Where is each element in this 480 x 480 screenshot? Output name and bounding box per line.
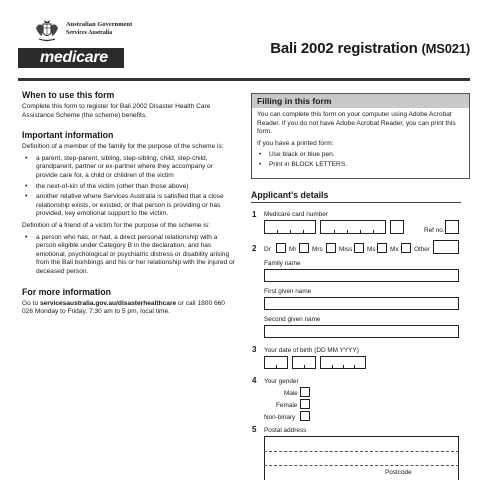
title-mx-checkbox[interactable] — [401, 243, 411, 253]
info-column — [22, 90, 236, 320]
dob-day-field[interactable] — [264, 356, 288, 369]
info-heading: Important information — [22, 130, 114, 141]
section-divider — [251, 202, 461, 203]
more-info-text: Go to servicesaustralia.gov.au/disasterhealthcare or call 1800 660 026 Monday to Friday, 7:30 am to 5 pm, local time. — [22, 299, 225, 316]
form-code: (MS021) — [421, 41, 470, 56]
title-mr-checkbox[interactable] — [299, 243, 309, 253]
filling-heading: Filling in this form — [252, 94, 469, 108]
postcode-label: Postcode — [385, 469, 412, 476]
applicant-heading: Applicant's details — [251, 190, 329, 200]
family-name-field[interactable] — [264, 269, 459, 282]
list-item: • a person who has, or had, a direct personal relationship with a person eligible under Category B in the declaration, and has emotional, psychological or psychiatric distress or disability arising from the Bali bombings and his or her relationship with the injured or deceased person. — [22, 234, 236, 277]
title-mrs-checkbox[interactable] — [326, 243, 336, 253]
coat-of-arms-icon — [34, 18, 60, 44]
list-item: • the next-of-kin of the victim (other than those above) — [22, 183, 236, 192]
medicare-number-field-1[interactable] — [264, 220, 316, 234]
filling-text: You can complete this form on your computer using Adobe Acrobat Reader. If you do not have Adobe Acrobat Reader, you can print this form. — [257, 111, 456, 136]
gender-label: Your gender — [264, 378, 299, 385]
second-name-label: Second given name — [264, 316, 321, 323]
title-dr-label: Dr — [264, 246, 271, 253]
form-title: Bali 2002 registration — [270, 40, 418, 57]
address-line-divider — [264, 451, 459, 452]
gender-male-checkbox[interactable] — [300, 387, 310, 397]
title-miss-checkbox[interactable] — [354, 243, 364, 253]
website-link[interactable]: servicesaustralia.gov.au/disasterhealthcare — [39, 299, 177, 307]
gender-female-label: Female — [276, 402, 298, 409]
address-line-divider — [264, 465, 459, 466]
list-item: • another relative where Services Australia is satisfied that a close relationship exists, or existed, or that person is providing or has provided, key emotional support to the victim. — [22, 193, 236, 219]
question-number: 1 — [252, 210, 257, 219]
printed-intro: If you have a printed form: — [257, 139, 334, 147]
title-miss-label: Miss — [339, 246, 353, 253]
title-ms-checkbox[interactable] — [377, 243, 387, 253]
second-name-field[interactable] — [264, 325, 459, 338]
title-mx-label: Mx — [390, 246, 399, 253]
gender-nonbinary-label: Non-binary — [264, 414, 296, 421]
title-mr-label: Mr — [289, 246, 297, 253]
medicare-number-field-3[interactable] — [390, 220, 404, 234]
government-name: Australian Government — [66, 21, 133, 28]
when-heading: When to use this form — [22, 90, 115, 100]
more-info-heading: For more information — [22, 286, 111, 297]
title-other-label: Other — [414, 246, 430, 253]
family-name-label: Family name — [264, 260, 301, 267]
gender-nonbinary-checkbox[interactable] — [300, 411, 310, 421]
title-dr-checkbox[interactable] — [276, 243, 286, 253]
header-divider — [18, 78, 470, 81]
title-mrs-label: Mrs — [312, 246, 323, 253]
agency-name: Services Australia — [66, 30, 113, 36]
dob-label: Your date of birth (DD MM YYYY) — [264, 347, 359, 354]
list-item: • a parent, step-parent, sibling, step-sibling, child, step-child, grandparent, partner or ex-partner where they accompany or provide care for, a child or children of the victim — [22, 155, 236, 181]
family-list — [22, 155, 236, 219]
question-number: 5 — [252, 425, 257, 434]
dob-month-field[interactable] — [292, 356, 316, 369]
family-definition-intro: Definition of a member of the family for the purpose of the scheme is: — [22, 143, 224, 151]
title-other-field[interactable] — [433, 240, 459, 254]
ref-no-label: Ref no. — [424, 227, 445, 234]
page-title — [270, 40, 470, 57]
medicare-logo: medicare — [18, 48, 124, 68]
question-number: 2 — [252, 244, 257, 253]
friend-list — [22, 234, 236, 277]
filling-instructions-box — [251, 93, 470, 179]
ref-no-field[interactable] — [445, 220, 459, 234]
title-ms-label: Ms — [367, 246, 376, 253]
list-item: • Print in BLOCK LETTERS. — [257, 161, 464, 170]
dob-year-field[interactable] — [320, 356, 366, 369]
medicare-number-label: Medicare card number — [264, 211, 328, 218]
question-number: 4 — [252, 376, 257, 385]
gender-female-checkbox[interactable] — [300, 399, 310, 409]
list-item: • Use black or blue pen. — [257, 151, 464, 160]
friend-definition-intro: Definition of a friend of a victim for the purpose of the scheme is: — [22, 221, 211, 229]
when-text: Complete this form to register for Bali 2002 Disaster Health Care Assistance Scheme (the scheme) benefits. — [22, 103, 211, 119]
first-name-label: First given name — [264, 288, 312, 295]
first-name-field[interactable] — [264, 297, 459, 310]
gender-male-label: Male — [284, 390, 298, 397]
question-number: 3 — [252, 345, 257, 354]
postal-address-field[interactable] — [264, 436, 459, 480]
postal-address-label: Postal address — [264, 427, 307, 434]
medicare-number-field-2[interactable] — [320, 220, 386, 234]
